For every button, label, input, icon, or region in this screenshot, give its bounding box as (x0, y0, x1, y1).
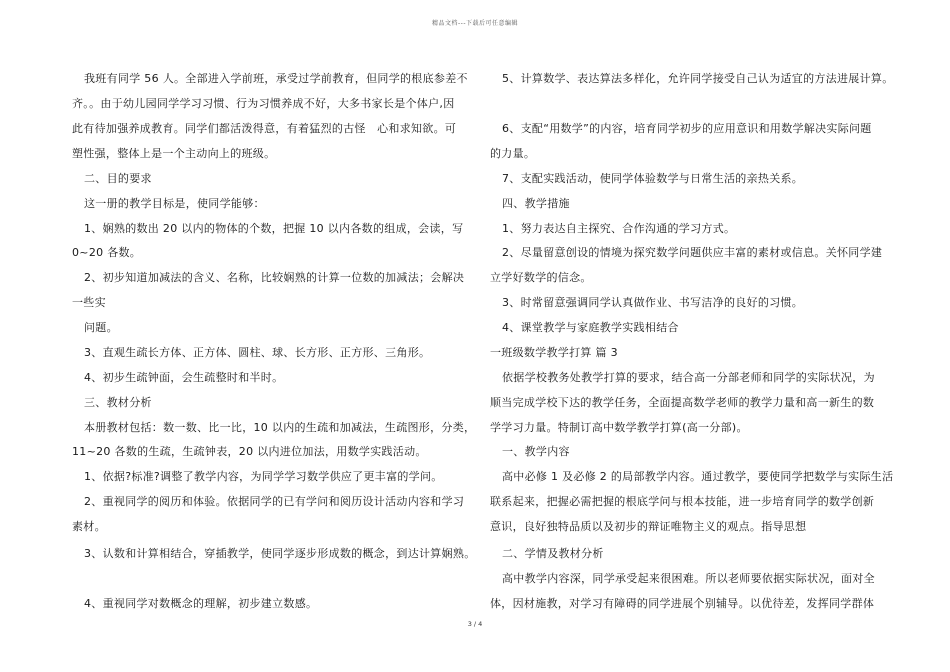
left-text-line: 1、娴熟的数出 20 以内的物体的个数，把握 10 以内各数的组成，会读，写 (84, 222, 464, 235)
right-text-line: 顺当完成学校下达的教学任务，全面提高数学老师的教学力量和高一新生的数 (490, 396, 875, 409)
left-text-line: 三、教材分析 (84, 396, 152, 409)
right-text-line: 5、计算数学、表达算法多样化，允许同学接受自己认为适宜的方法进展计算。 (502, 72, 894, 85)
left-text-line: 此有待加强养成教育。同学们都活泼得意，有着猛烈的古怪 心和求知欲。可 (72, 122, 457, 135)
right-text-line: 2、尽量留意创设的情境为探究数学问题供应丰富的素材或信息。关怀同学建 (502, 246, 883, 259)
left-text-line: 一些实 (72, 296, 106, 309)
right-text-line: 3、时常留意强调同学认真做作业、书写洁净的良好的习惯。 (502, 296, 804, 309)
left-text-line: 这一册的教学目标是，使同学能够： (84, 197, 265, 210)
left-text-line: 2、初步知道加减法的含义、名称，比较娴熟的计算一位数的加减法；会解决 (84, 271, 465, 284)
right-text-line: 一班级数学教学打算 篇 3 (490, 346, 618, 359)
right-text-line: 一、教学内容 (502, 445, 570, 458)
right-text-line: 学学习力量。特制订高中数学教学打算(高一分部)。 (490, 421, 748, 434)
right-text-line: 7、支配实践活动，使同学体验数学与日常生活的亲热关系。 (502, 172, 804, 185)
right-text-line: 6、支配“用数学”的内容，培育同学初步的应用意识和用数学解决实际问题 (502, 122, 872, 135)
left-text-line: 3、直观生疏长方体、正方体、圆柱、球、长方形、正方形、三角形。 (84, 346, 431, 359)
right-text-line: 高中必修 1 及必修 2 的局部教学内容。通过教学，要使同学把数学与实际生活 (502, 470, 894, 483)
left-text-line: 11~20 各数的生疏，生疏钟表，20 以内进位加法，用数学实践活动。 (72, 445, 427, 458)
left-text-line: 2、重视同学的阅历和体验。依据同学的已有学问和阅历设计活动内容和学习 (84, 495, 465, 508)
right-text-line: 立学好数学的信念。 (490, 271, 592, 284)
right-text-line: 4、课堂教学与家庭教学实践相结合 (502, 321, 679, 334)
left-text-line: 1、依据?标准?调整了教学内容，为同学学习数学供应了更丰富的学问。 (84, 470, 443, 483)
right-text-line: 高中教学内容深，同学承受起来很困难。所以老师要依据实际状况，面对全 (502, 572, 875, 585)
page-header: 精品文档---下载后可任意编辑 (432, 20, 518, 27)
left-text-line: 4、重视同学对数概念的理解，初步建立数感。 (84, 597, 318, 610)
left-text-line: 我班有同学 56 人。全部进入学前班，承受过学前教育，但同学的根底参差不 (84, 72, 468, 85)
right-text-line: 体，因材施教，对学习有障碍的同学进展个别辅导。以优待差，发挥同学群体 (490, 597, 875, 610)
right-text-line: 1、努力表达自主探究、合作沟通的学习方式。 (502, 222, 736, 235)
right-text-line: 依据学校教务处教学打算的要求，结合高一分部老师和同学的实际状况，为 (502, 371, 875, 384)
left-text-line: 本册教材包括：数一数、比一比，10 以内的生疏和加减法，生疏图形，分类， (84, 421, 476, 434)
right-text-line: 四、教学措施 (502, 197, 570, 210)
left-text-line: 0~20 各数。 (72, 246, 142, 259)
left-text-line: 齐。。由于幼儿园同学学习习惯、行为习惯养成不好，大多书家长是个体户,因 (72, 97, 455, 110)
right-text-line: 的力量。 (490, 147, 536, 160)
right-text-line: 意识，良好独特品质以及初步的辩证唯物主义的观点。指导思想 (490, 520, 807, 533)
left-text-line: 素材。 (72, 520, 106, 533)
left-text-line: 4、初步生疏钟面，会生疏整时和半时。 (84, 371, 284, 384)
left-text-line: 二、目的要求 (84, 172, 152, 185)
left-text-line: 塑性强，整体上是一个主动向上的班级。 (72, 147, 276, 160)
right-text-line: 二、学情及教材分析 (502, 547, 604, 560)
left-text-line: 问题。 (84, 321, 118, 334)
right-text-line: 联系起来，把握必需把握的根底学问与根本技能，进一步培育同学的数学创新 (490, 495, 875, 508)
left-text-line: 3、认数和计算相结合，穿插教学，使同学逐步形成数的概念，到达计算娴熟。 (84, 547, 476, 560)
page-number: 3 / 4 (467, 620, 483, 628)
